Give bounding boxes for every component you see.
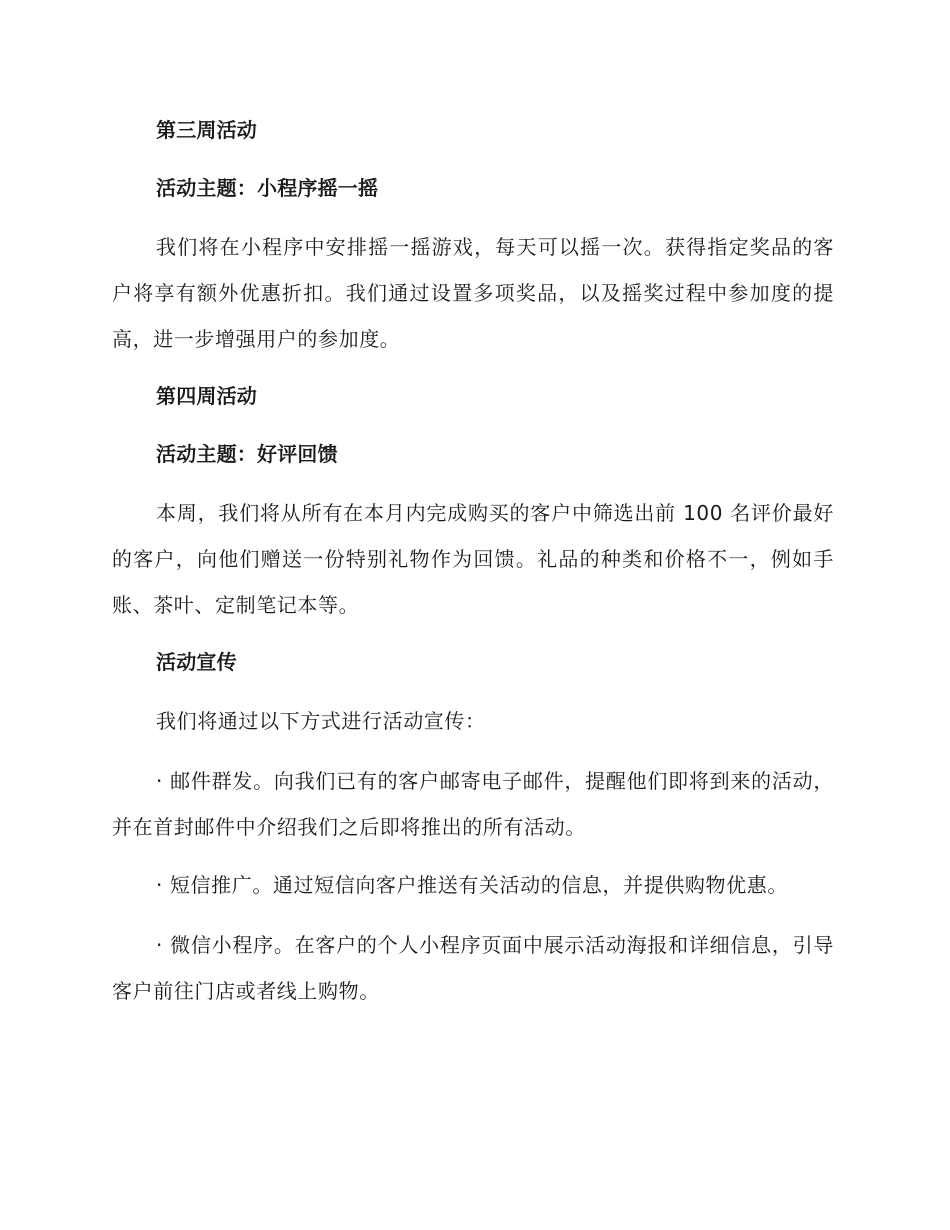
week4-theme: 活动主题：好评回馈 [156, 442, 338, 466]
week4-body: 本周，我们将从所有在本月内完成购买的客户中筛选出前 100 名评价最好的客户，向他们赠送一份特别礼物作为回馈。礼品的种类和价格不一，例如手账、茶叶、定制笔记本等。 [112, 501, 834, 617]
promo-intro: 我们将通过以下方式进行活动宣传： [156, 709, 486, 733]
document-content [112, 108, 834, 1026]
week4-title: 第四周活动 [156, 384, 257, 408]
promo-item-email: · 邮件群发。向我们已有的客户邮寄电子邮件，提醒他们即将到来的活动，并在首封邮件中介绍我们之后即将推出的所有活动。 [112, 769, 834, 839]
promo-item-sms: · 短信推广。通过短信向客户推送有关活动的信息，并提供购物优惠。 [156, 873, 788, 897]
promo-item-wechat: · 微信小程序。在客户的个人小程序页面中展示活动海报和详细信息，引导客户前往门店或者线上购物。 [112, 933, 834, 1003]
week3-title: 第三周活动 [156, 118, 257, 142]
promo-title: 活动宣传 [156, 650, 237, 674]
week3-theme: 活动主题：小程序摇一摇 [156, 176, 379, 200]
week3-body: 我们将在小程序中安排摇一摇游戏，每天可以摇一次。获得指定奖品的客户将享有额外优惠折扣。我们通过设置多项奖品，以及摇奖过程中参加度的提高，进一步增强用户的参加度。 [112, 235, 834, 351]
